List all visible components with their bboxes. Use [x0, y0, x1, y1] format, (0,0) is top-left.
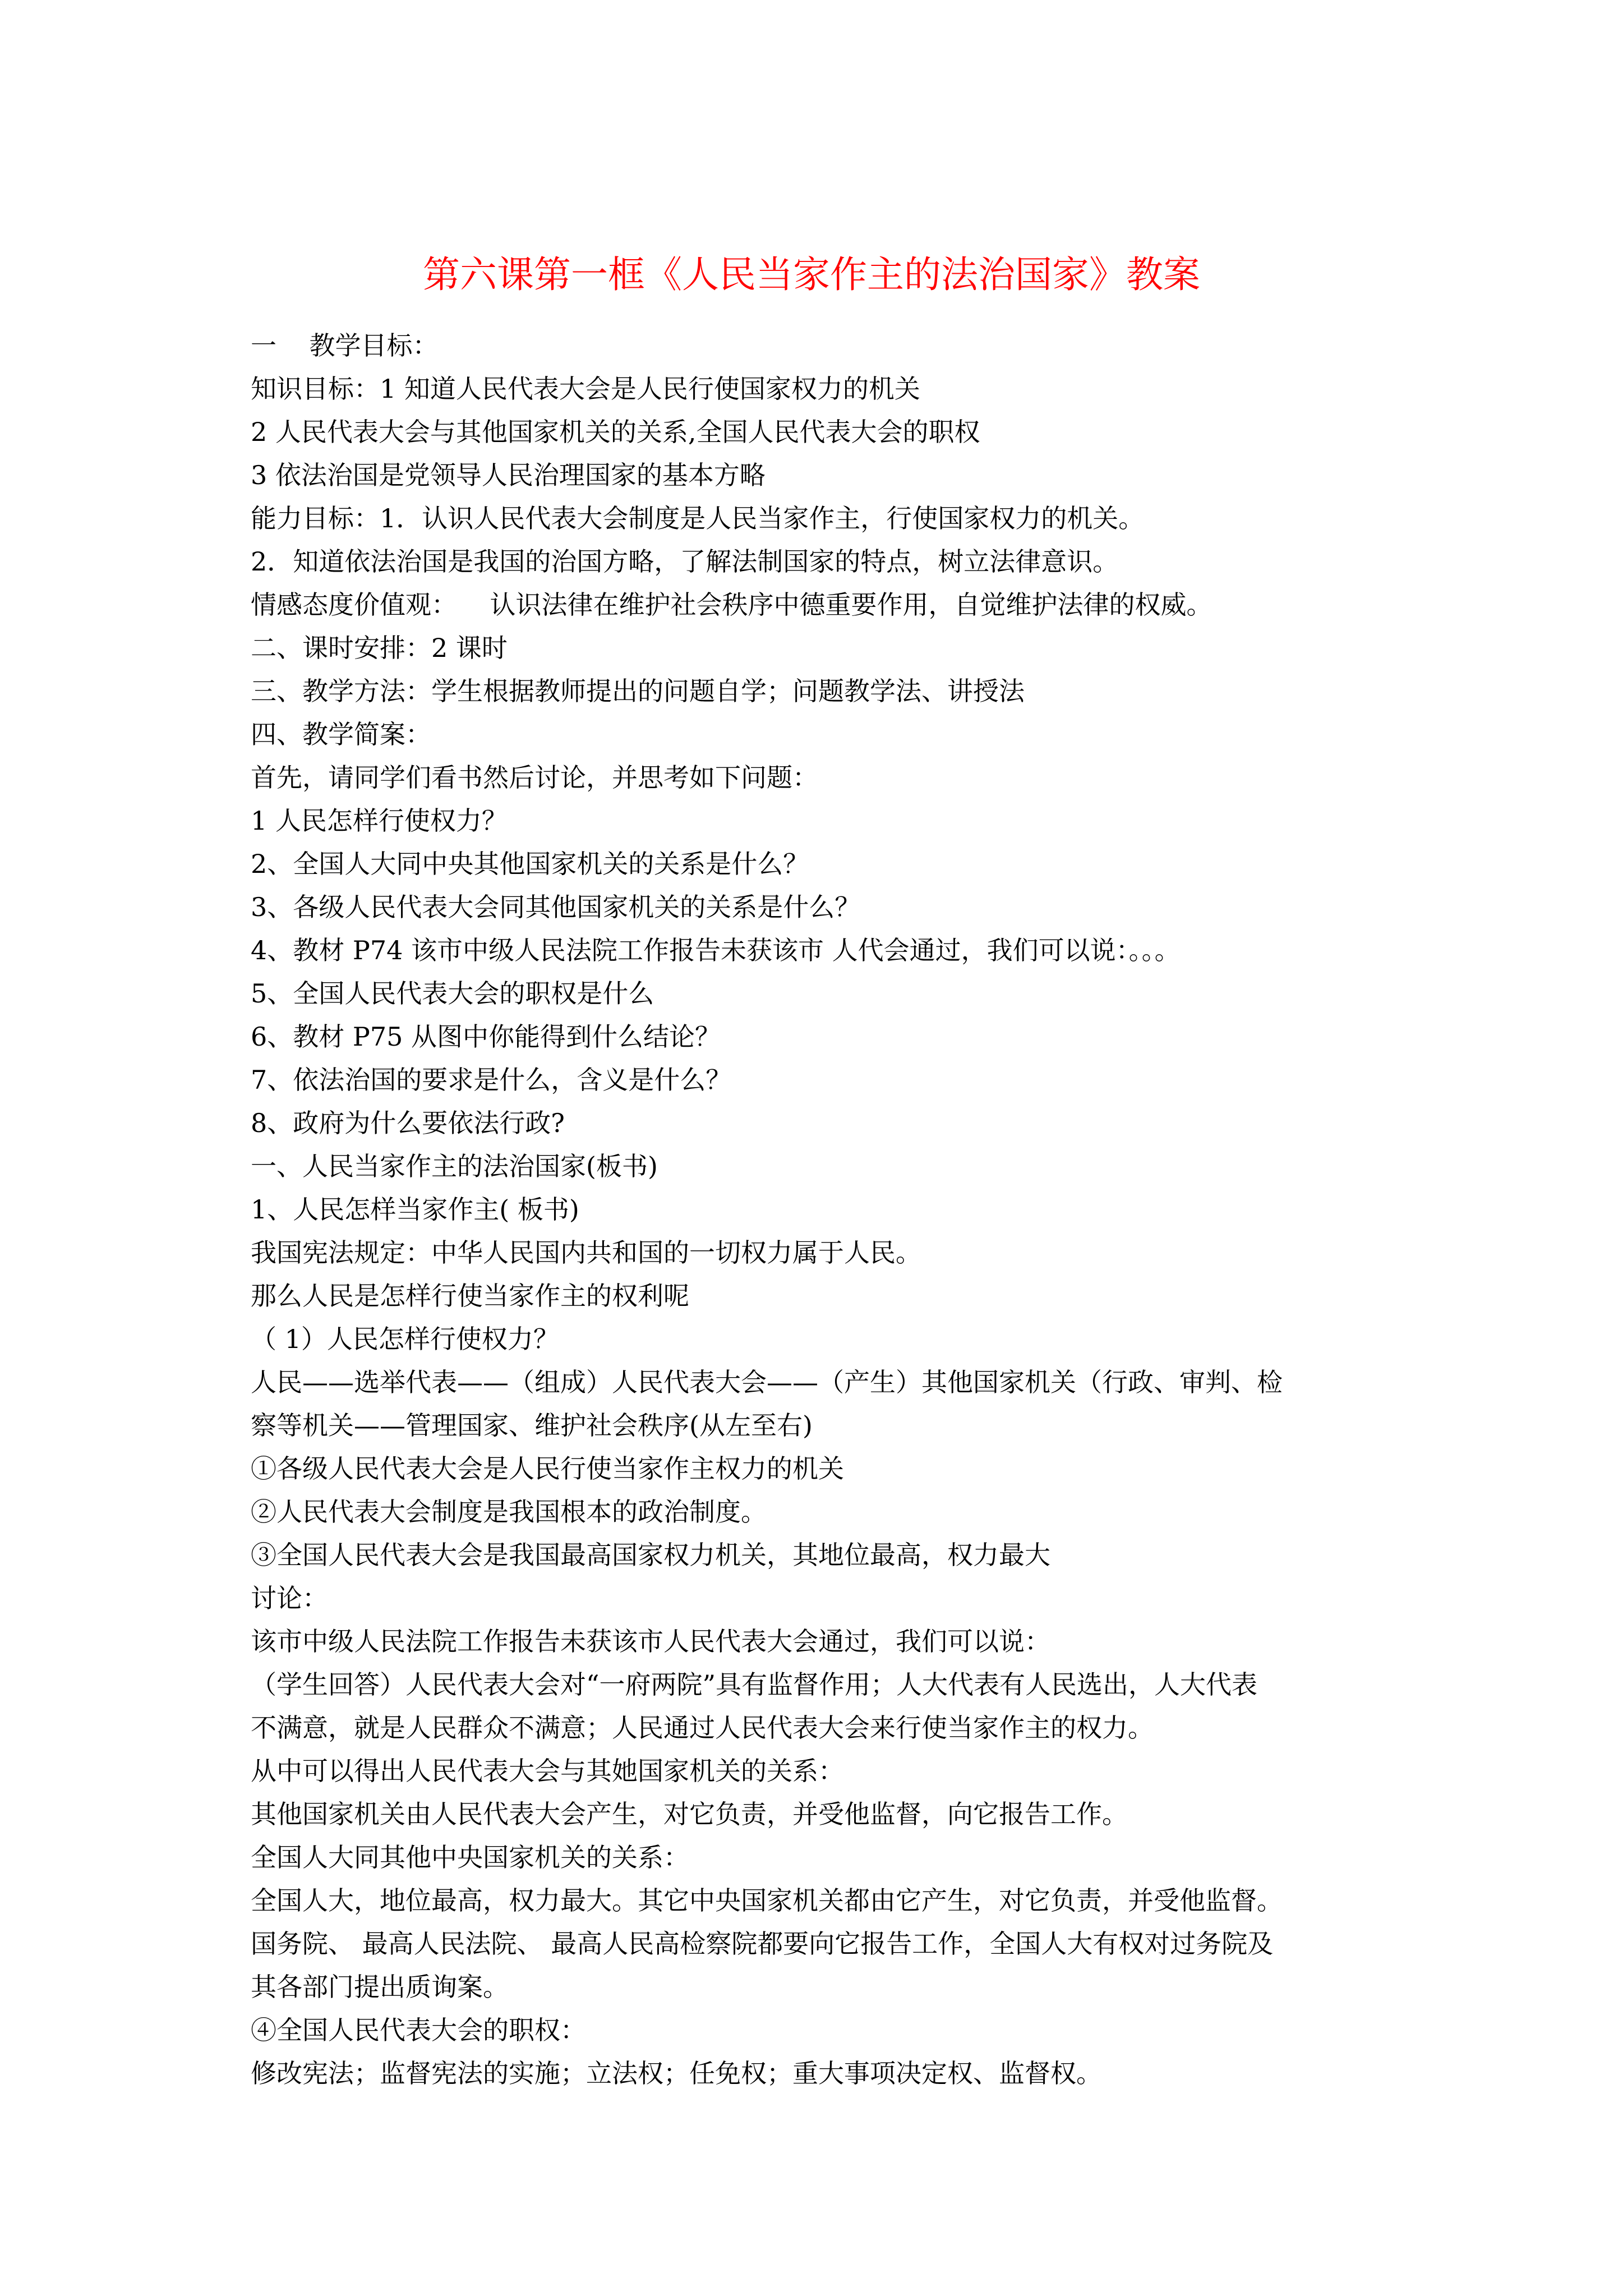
- text-line: 2 人民代表大会与其他国家机关的关系,全国人民代表大会的职权: [251, 417, 980, 447]
- text-line: 人民——选举代表——（组成）人民代表大会——（产生）其他国家机关（行政、审判、检: [251, 1367, 1283, 1397]
- text-line: 3 依法治国是党领导人民治理国家的基本方略: [251, 460, 766, 490]
- text-line: 2、全国人大同中央其他国家机关的关系是什么？: [251, 849, 809, 879]
- text-line: 修改宪法；监督宪法的实施；立法权；任免权；重大事项决定权、监督权。: [251, 2058, 1102, 2088]
- text-line: （学生回答）人民代表大会对“一府两院”具有监督作用；人大代表有人民选出，人大代表: [251, 1669, 1258, 1700]
- text-line: 首先，请同学们看书然后讨论，并思考如下问题：: [251, 762, 818, 793]
- text-line: 该市中级人民法院工作报告未获该市人民代表大会通过，我们可以说：: [251, 1626, 1050, 1657]
- text-line: ③全国人民代表大会是我国最高国家权力机关，其地位最高，权力最大: [251, 1540, 1050, 1570]
- text-line: 其他国家机关由人民代表大会产生，对它负责，并受他监督，向它报告工作。: [251, 1799, 1128, 1829]
- text-line: 不满意，就是人民群众不满意；人民通过人民代表大会来行使当家作主的权力。: [251, 1713, 1154, 1743]
- text-line: 讨论：: [251, 1583, 328, 1613]
- text-line: 5、全国人民代表大会的职权是什么: [251, 978, 654, 1009]
- text-line: 全国人大同其他中央国家机关的关系：: [251, 1842, 689, 1872]
- text-line: 三、教学方法：学生根据教师提出的问题自学；问题教学法、讲授法: [251, 676, 1025, 706]
- text-line: 二、课时安排：2 课时: [251, 633, 508, 663]
- text-line: 情感态度价值观： 认识法律在维护社会秩序中德重要作用，自觉维护法律的权威。: [251, 590, 1212, 620]
- text-line: 一、人民当家作主的法治国家(板书): [251, 1151, 658, 1181]
- text-line: 6、教材 P75 从图中你能得到什么结论？: [251, 1022, 721, 1052]
- text-line: 2．知道依法治国是我国的治国方略，了解法制国家的特点，树立法律意识。: [251, 546, 1119, 577]
- text-line: 我国宪法规定：中华人民国内共和国的一切权力属于人民。: [251, 1237, 921, 1268]
- text-line: 国务院、 最高人民法院、 最高人民高检察院都要向它报告工作，全国人大有权对过务院及: [251, 1929, 1274, 1959]
- text-line: 1 人民怎样行使权力？: [251, 806, 508, 836]
- text-line: 3、各级人民代表大会同其他国家机关的关系是什么？: [251, 892, 861, 922]
- text-line: 察等机关——管理国家、维护社会秩序(从左至右): [251, 1410, 813, 1441]
- text-line: ②人民代表大会制度是我国根本的政治制度。: [251, 1497, 767, 1527]
- text-line: 4、教材 P74 该市中级人民法院工作报告未获该市 人代会通过，我们可以说：。。。: [251, 935, 1181, 965]
- text-line: 四、教学简案：: [251, 719, 431, 749]
- text-line: 从中可以得出人民代表大会与其她国家机关的关系：: [251, 1756, 844, 1786]
- text-line: 1、人民怎样当家作主( 板书): [251, 1194, 579, 1225]
- text-line: 一 教学目标：: [251, 330, 439, 361]
- text-line: （ 1）人民怎样行使权力？: [251, 1324, 559, 1354]
- text-line: 知识目标：1 知道人民代表大会是人民行使国家权力的机关: [251, 374, 920, 404]
- text-line: ④全国人民代表大会的职权：: [251, 2015, 586, 2045]
- text-line: 7、依法治国的要求是什么，含义是什么？: [251, 1065, 732, 1095]
- page-title: 第六课第一框《人民当家作主的法治国家》教案: [423, 253, 1200, 296]
- text-line: 其各部门提出质询案。: [251, 1972, 509, 2002]
- text-line: ①各级人民代表大会是人民行使当家作主权力的机关: [251, 1453, 844, 1484]
- document-body: [251, 324, 1406, 2095]
- text-line: 全国人大，地位最高，权力最大。其它中央国家机关都由它产生，对它负责，并受他监督。: [251, 1885, 1283, 1916]
- text-line: 能力目标：1．认识人民代表大会制度是人民当家作主，行使国家权力的机关。: [251, 503, 1145, 533]
- text-line: 8、政府为什么要依法行政?: [251, 1108, 565, 1138]
- text-line: 那么人民是怎样行使当家作主的权利呢: [251, 1281, 689, 1311]
